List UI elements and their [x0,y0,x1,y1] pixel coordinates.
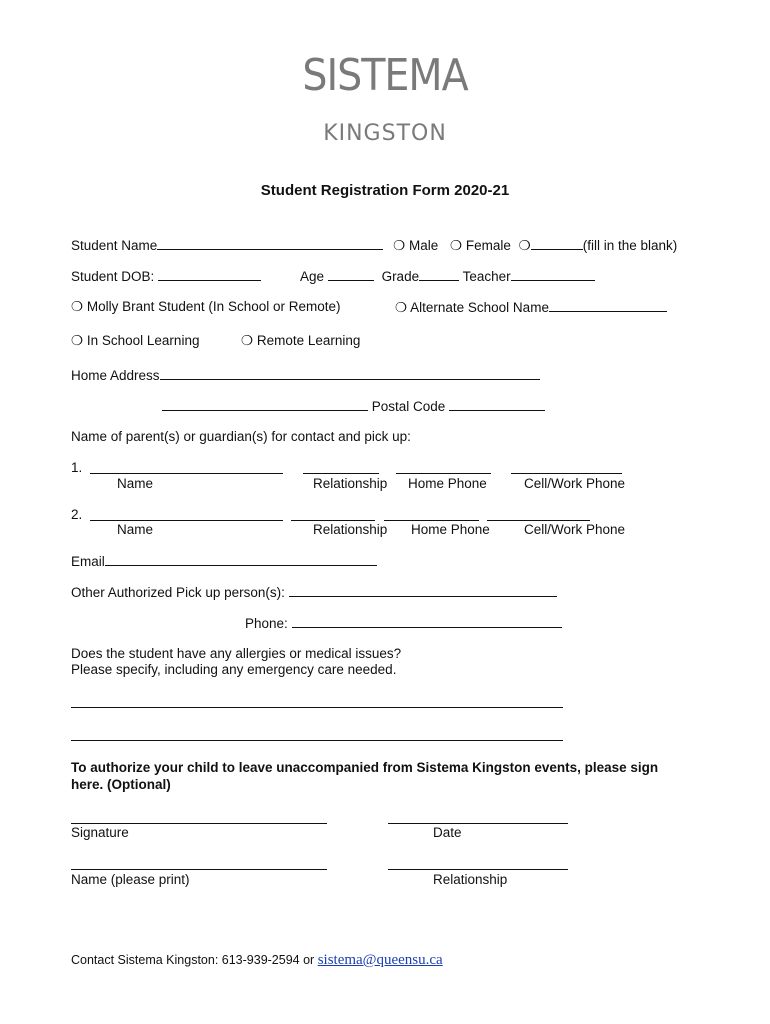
alternate-school-field[interactable] [549,299,667,312]
name-print-label: Name (please print) [71,872,190,887]
postal-code-field[interactable] [449,398,545,411]
grade-field[interactable] [419,268,459,281]
col-home-phone-label: Home Phone [411,522,490,537]
alternate-school-row [395,299,667,316]
student-name-label: Student Name [71,238,158,253]
col-name-label: Name [117,476,154,491]
postal-row [162,398,545,414]
grade-label: Grade [381,269,420,284]
parent2-name-field[interactable] [90,520,283,521]
parent1-cell-phone-field[interactable] [511,473,622,474]
in-school-label: In School Learning [86,333,200,348]
dob-field[interactable] [158,268,261,281]
parent1-relationship-field[interactable] [303,473,379,474]
teacher-field[interactable] [511,268,595,281]
age-field[interactable] [328,268,374,281]
home-address-label: Home Address [71,368,160,383]
row1-num: 1. [71,460,83,475]
col-cell-phone-label: Cell/Work Phone [524,522,626,537]
remote-label: Remote Learning [256,333,361,348]
radio-icon[interactable]: ❍ [71,333,84,348]
relationship-field[interactable] [388,869,568,870]
other-pickup-label: Other Authorized Pick up person(s): [71,585,285,600]
relationship-label: Relationship [433,872,508,887]
student-name-field[interactable] [157,237,383,250]
radio-icon[interactable]: ❍ [241,333,254,348]
radio-icon[interactable]: ❍ [449,238,463,253]
allergy-line-1[interactable] [71,707,563,708]
in-school-row [71,333,199,349]
dob-label: Student DOB: [71,269,155,284]
radio-icon[interactable]: ❍ [395,300,408,315]
email-label: Email [71,554,105,569]
parent2-relationship-field[interactable] [291,520,375,521]
home-address-row [71,367,540,383]
col-cell-phone-label: Cell/Work Phone [524,476,626,491]
date-field[interactable] [388,823,568,824]
fill-blank-label: (fill in the blank) [582,238,678,253]
parent2-cell-phone-field[interactable] [487,520,590,521]
parent1-home-phone-field[interactable] [396,473,491,474]
phone-label: Phone: [245,616,288,631]
name-print-field[interactable] [71,869,327,870]
age-label: Age [300,269,325,284]
teacher-label: Teacher [462,269,511,284]
male-option: Male [408,238,439,253]
molly-brant-label: Molly Brant Student (In School or Remote) [86,299,341,314]
allergy-instruction: Please specify, including any emergency care needed. [71,662,397,677]
other-pickup-field[interactable] [289,584,557,597]
radio-icon[interactable]: ❍ [71,299,84,314]
address-line2-field[interactable] [162,398,368,411]
parents-label: Name of parent(s) or guardian(s) for contact and pick up: [71,429,411,444]
radio-icon[interactable]: ❍ [518,238,531,253]
gender-fill-field[interactable] [531,237,583,250]
email-link[interactable]: sistema@queensu.ca [317,952,443,968]
col-name-label: Name [117,522,154,537]
remote-row [241,333,360,349]
col-home-phone-label: Home Phone [408,476,487,491]
row2-num: 2. [71,507,83,522]
logo-sistema: SISTEMA [302,50,468,101]
date-label: Date [433,825,462,840]
email-row [71,553,377,569]
age-grade-row [300,268,595,284]
logo-kingston: KINGSTON [323,121,447,146]
dob-row [71,268,261,284]
postal-code-label: Postal Code [371,399,446,414]
parent2-home-phone-field[interactable] [384,520,479,521]
authorize-text: To authorize your child to leave unaccompanied from Sistema Kingston events, please sign here. (Optional) [71,760,659,792]
phone-row [245,615,562,631]
email-field[interactable] [105,553,377,566]
molly-brant-row [71,299,341,315]
other-pickup-row [71,584,557,600]
contact-footer [71,952,443,969]
form-title: Student Registration Form 2020-21 [260,182,510,199]
alternate-school-label: Alternate School Name [410,300,549,315]
signature-label: Signature [71,825,129,840]
allergy-line-2[interactable] [71,740,563,741]
contact-text: Contact Sistema Kingston: 613-939-2594 or [71,953,318,967]
radio-icon[interactable]: ❍ [393,238,406,253]
student-name-row [71,237,677,254]
parent1-name-field[interactable] [90,473,283,474]
signature-field[interactable] [71,823,327,824]
home-address-field[interactable] [160,367,540,380]
allergy-question: Does the student have any allergies or medical issues? [71,646,402,661]
col-relationship-label: Relationship [313,522,388,537]
phone-field[interactable] [292,615,562,628]
female-option: Female [465,238,511,253]
col-relationship-label: Relationship [313,476,388,491]
